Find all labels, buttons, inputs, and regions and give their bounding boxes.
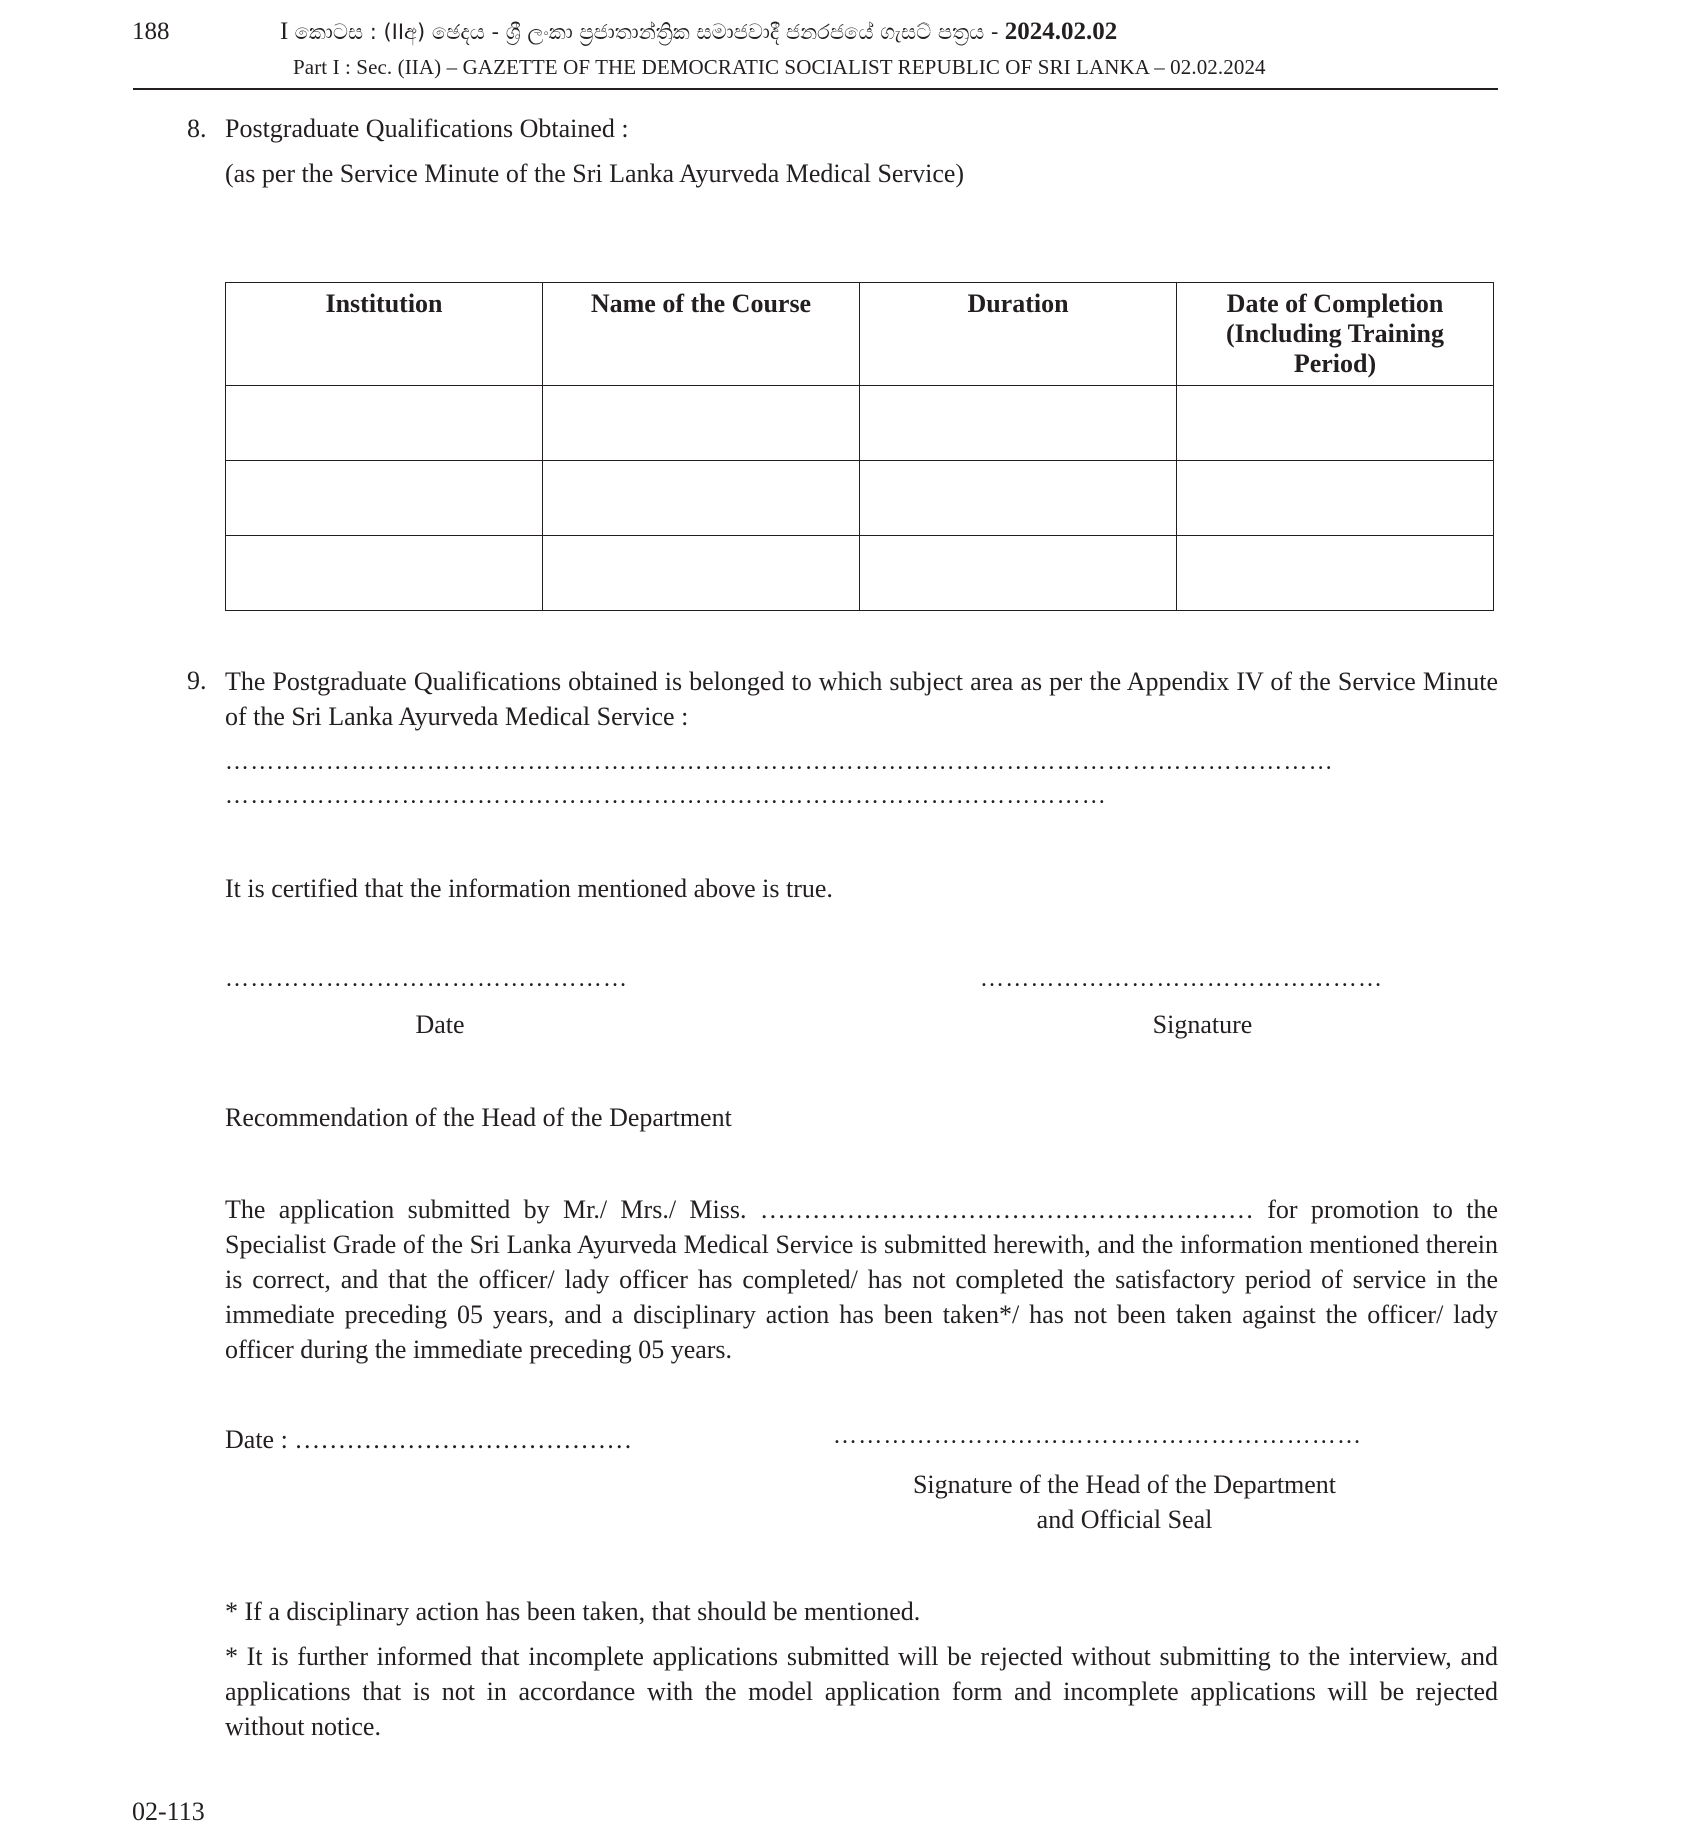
gazette-title	[280, 18, 1350, 46]
table-cell[interactable]	[543, 386, 860, 461]
recommendation-title: Recommendation of the Head of the Department	[225, 1103, 732, 1132]
head-signature-label-line-1: Signature of the Head of the Department	[912, 1470, 1337, 1499]
section-8-title: Postgraduate Qualifications Obtained :	[225, 114, 629, 143]
table-cell[interactable]	[543, 461, 860, 536]
table-cell[interactable]	[860, 461, 1177, 536]
column-header-institution: Institution	[226, 283, 543, 386]
date-field[interactable]: …………………………………………	[225, 966, 629, 992]
table-cell[interactable]	[226, 461, 543, 536]
gazette-title-date: 2024.02.02	[1004, 18, 1118, 45]
recommendation-paragraph: The application submitted by Mr./ Mrs./ Miss. ………………………………………………… for promotion to the Specialist Grade of the Sri Lanka Ayurveda Medical Service is submitted herewith, and the information mentioned therein is correct, and that the officer/ lady officer has completed/ has not completed the satisfactory period of service in the immediate preceding 05 years, and a disciplinary action has been taken*/ has not been taken against the officer/ lady officer during the immediate preceding 05 years.	[225, 1195, 1498, 1364]
certification-text: It is certified that the information mentioned above is true.	[225, 874, 833, 903]
note-disciplinary-action: * If a disciplinary action has been taken, that should be mentioned.	[225, 1597, 921, 1626]
gazette-title-sinhala: කොටස : (IIඅ) ඡෙදය - ශ්‍රී ලංකා ප්‍රජාතාන්ත්‍රික සමාජවාදී ජනරජයේ ගැසට් පත්‍රය -	[294, 20, 999, 44]
head-signature-label-line-2: and Official Seal	[1036, 1505, 1213, 1534]
page-number: 188	[132, 18, 170, 45]
section-8-subtitle: (as per the Service Minute of the Sri Lanka Ayurveda Medical Service)	[225, 159, 965, 188]
gazette-title-prefix: I	[280, 18, 289, 45]
footer-code: 02-113	[132, 1797, 205, 1826]
table-cell[interactable]	[543, 536, 860, 611]
header-divider	[133, 88, 1498, 90]
signature-label: Signature	[1152, 1010, 1253, 1039]
note-incomplete-applications: * It is further informed that incomplete applications submitted will be rejected without submitting to the interview, and applications that is not in accordance with the model application form and incomplete applications will be rejected without notice.	[225, 1642, 1498, 1741]
signature-field[interactable]: …………………………………………	[980, 966, 1384, 992]
table-row	[226, 461, 1494, 536]
table-row	[226, 536, 1494, 611]
table-cell[interactable]	[226, 536, 543, 611]
table-cell[interactable]	[860, 536, 1177, 611]
subject-area-line-1[interactable]: ……………………………………………………………………………………………………………………	[225, 749, 1334, 775]
table-cell[interactable]	[1177, 536, 1494, 611]
head-signature-field[interactable]: ………………………………………………………	[833, 1423, 1363, 1449]
section-9-number: 9.	[187, 666, 207, 695]
gazette-subtitle: Part I : Sec. (IIA) – GAZETTE OF THE DEMOCRATIC SOCIALIST REPUBLIC OF SRI LANKA – 02.02.2024	[293, 55, 1266, 79]
table-cell[interactable]	[1177, 461, 1494, 536]
table-cell[interactable]	[1177, 386, 1494, 461]
section-8-number: 8.	[187, 114, 207, 143]
date-label: Date	[415, 1010, 465, 1039]
section-9-text: The Postgraduate Qualifications obtained is belonged to which subject area as per the Appendix IV of the Service Minute of the Sri Lanka Ayurveda Medical Service :	[225, 667, 1498, 731]
column-header-date-of-completion: Date of Completion (Including Training Period)	[1177, 283, 1494, 386]
table-cell[interactable]	[226, 386, 543, 461]
column-header-course-name: Name of the Course	[543, 283, 860, 386]
column-header-duration: Duration	[860, 283, 1177, 386]
subject-area-line-2[interactable]: ……………………………………………………………………………………………	[225, 783, 1107, 809]
table-cell[interactable]	[860, 386, 1177, 461]
table-header-row	[226, 283, 1494, 386]
recommendation-date-field[interactable]: Date : …………………………………	[225, 1425, 633, 1454]
table-row	[226, 386, 1494, 461]
qualifications-table	[225, 282, 1494, 611]
